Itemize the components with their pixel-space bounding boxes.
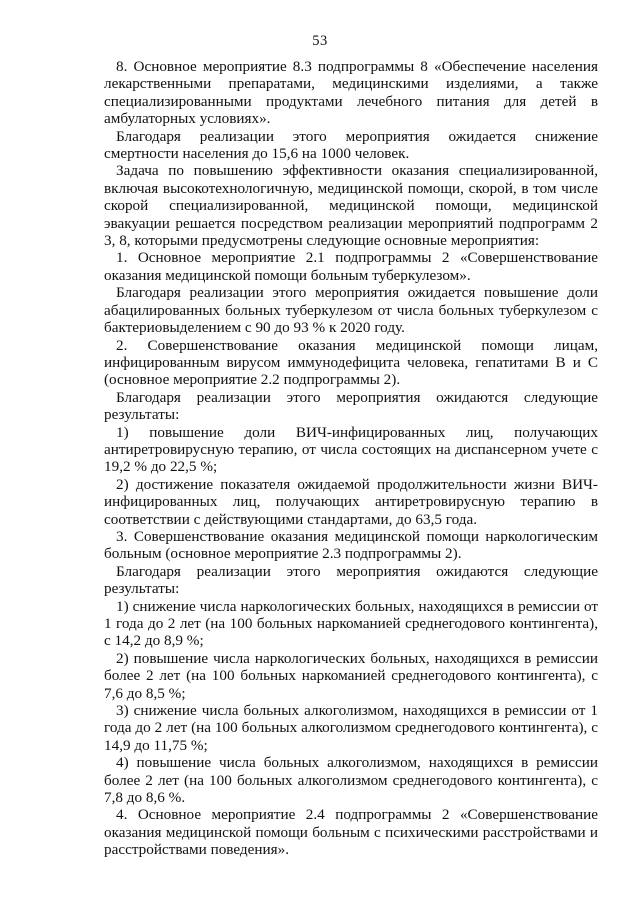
paragraph: Благодаря реализации этого мероприятия ожидаются следующие результаты: [104, 562, 598, 598]
paragraph: Благодаря реализации этого мероприятия ожидается повышение доли абацилированных больных туберкулезом от числа больных туберкулезом с бактериовыделением с 90 до 93 % к 2020 году. [104, 284, 598, 337]
paragraph: Благодаря реализации этого мероприятия ожидаются следующие результаты: [104, 388, 598, 424]
paragraph: 1. Основное мероприятие 2.1 подпрограммы 2 «Совершенствование оказания медицинской помощи больным туберкулезом». [104, 249, 598, 284]
paragraph: 4) повышение числа больных алкоголизмом, находящихся в ремиссии более 2 лет (на 100 больных алкоголизмом среднегодового контингента), с 7,8 до 8,6 %. [104, 754, 598, 807]
paragraph: 3. Совершенствование оказания медицинской помощи наркологическим больным (основное мероприятие 2.3 подпрограммы 2). [104, 527, 598, 563]
paragraph: 4. Основное мероприятие 2.4 подпрограммы 2 «Совершенствование оказания медицинской помощи больным с психическими расстройствами и расстройствами поведения». [104, 806, 598, 859]
paragraph: Благодаря реализации этого мероприятия ожидается снижение смертности населения до 15,6 на 1000 человек. [104, 127, 598, 163]
paragraph: 1) повышение доли ВИЧ-инфицированных лиц, получающих антиретровирусную терапию, от числа состоящих на диспансерном учете с 19,2 % до 22,5 %; [104, 423, 598, 476]
paragraph: Задача по повышению эффективности оказания специализированной, включая высокотехнологичную, медицинской помощи, скорой, в том числе скорой специализированной, медицинской помощи, медицинской эвакуации решается посредством реализации мероприятий подпрограмм 2 3, 8, которыми предусмотрены следующие основные мероприятия: [104, 162, 598, 250]
paragraph: 3) снижение числа больных алкоголизмом, находящихся в ремиссии от 1 года до 2 лет (на 100 больных алкоголизмом среднегодового контингента), с 14,9 до 11,75 %; [104, 702, 598, 754]
paragraph: 2) повышение числа наркологических больных, находящихся в ремиссии более 2 лет (на 100 больных наркоманией среднегодового контингента), с 7,6 до 8,5 %; [104, 649, 598, 702]
page-number: 53 [312, 33, 328, 49]
paragraph: 1) снижение числа наркологических больных, находящихся в ремиссии от 1 года до 2 лет (на 100 больных наркоманией среднегодового контингента), с 14,2 до 8,9 %; [104, 597, 598, 650]
paragraph: 2. Совершенствование оказания медицинской помощи лицам, инфицированным вирусом иммунодефицита человека, гепатитами B и C (основное мероприятие 2.2 подпрограммы 2). [104, 336, 598, 389]
document-body [104, 58, 598, 859]
paragraph: 8. Основное мероприятие 8.3 подпрограммы 8 «Обеспечение населения лекарственными препаратами, медицинскими изделиями, а также специализированными продуктами лечебного питания для детей в амбулаторных условиях». [104, 58, 598, 128]
paragraph: 2) достижение показателя ожидаемой продолжительности жизни ВИЧ-инфицированных лиц, получающих антиретровирусную терапию в соответствии с действующими стандартами, до 63,5 года. [104, 475, 598, 528]
